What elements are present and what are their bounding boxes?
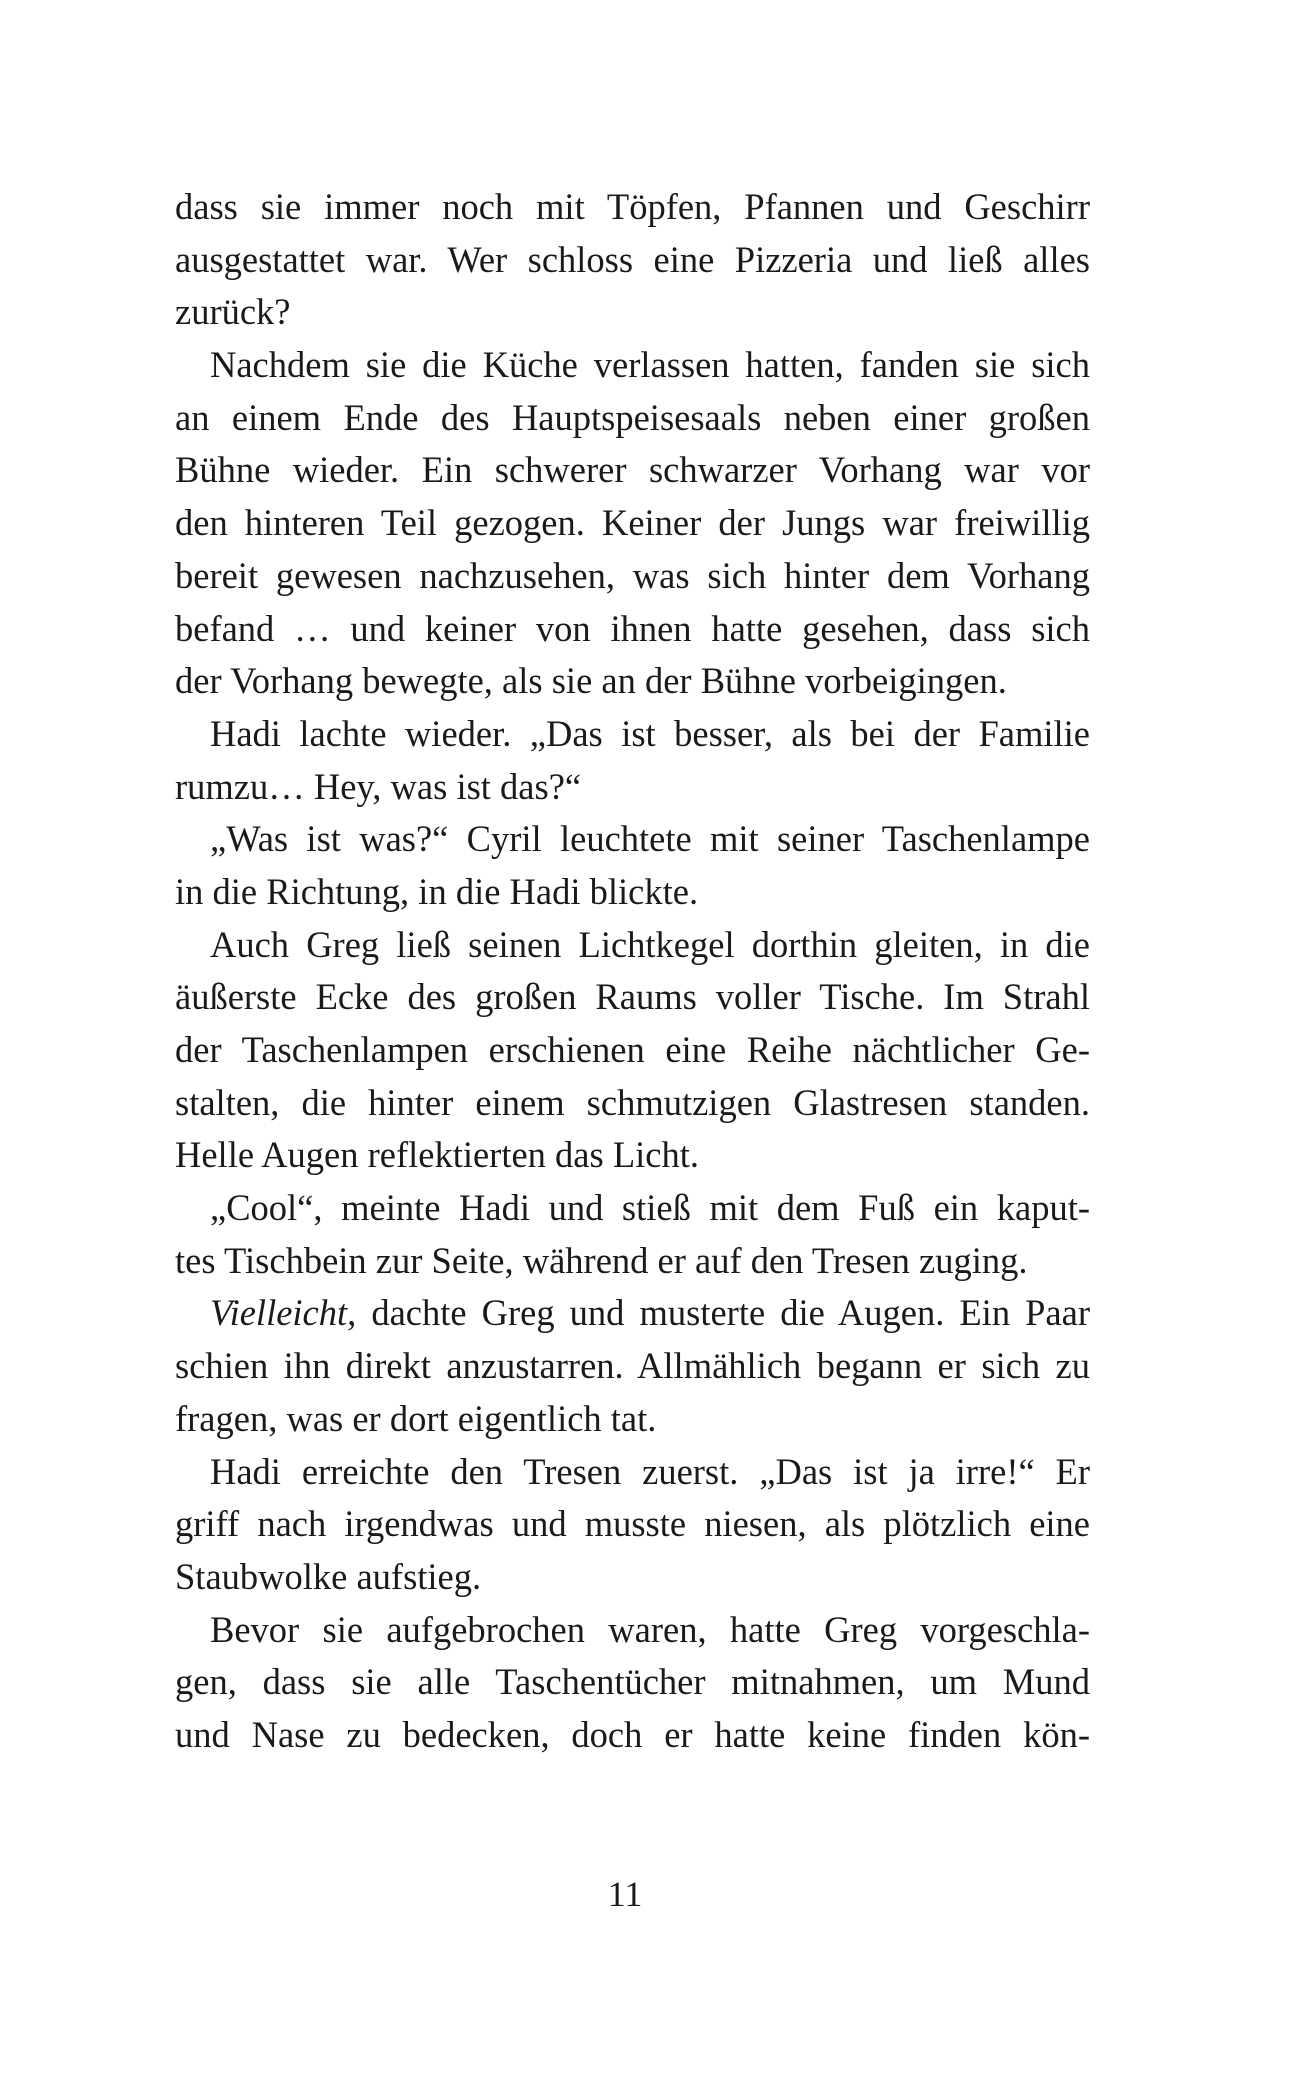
text-line: befand … und keiner von ihnen hatte gesehen, dass sich [175,607,1090,649]
text-line: „Cool“, meinte Hadi und stieß mit dem Fuß ein kaput- [210,1187,1090,1229]
paragraph [175,181,1090,339]
text-span: , dachte Greg und musterte die Augen. Ein Paar [347,1292,1090,1334]
text-line: Bevor sie aufgebrochen waren, hatte Greg vorgeschla- [210,1608,1090,1650]
text-line: Bühne wieder. Ein schwerer schwarzer Vorhang war vor [175,449,1090,491]
italic-emphasis: Vielleicht [210,1292,348,1334]
text-line [175,1287,1090,1340]
text-line: an einem Ende des Hauptspeisesaals neben einer großen [175,396,1090,438]
text-line: der Taschenlampen erschienen eine Reihe nächtlicher Ge- [175,1029,1090,1070]
text-line: und Nase zu bedecken, doch er hatte keine finden kön- [175,1713,1090,1755]
paragraph [175,1287,1090,1445]
paragraph [175,339,1090,708]
text-line: Hadi erreichte den Tresen zuerst. „Das ist ja irre!“ Er [210,1450,1090,1492]
paragraph [175,708,1090,813]
text-line: Nachdem sie die Küche verlassen hatten, fanden sie sich [210,344,1090,386]
paragraph [175,1182,1090,1287]
paragraph [175,919,1090,1182]
text-line: gen, dass sie alle Taschentücher mitnahmen, um Mund [175,1661,1090,1703]
text-line: zurück? [175,291,291,333]
text-line: der Vorhang bewegte, als sie an der Bühne vorbeigingen. [175,660,1007,702]
text-line: äußerste Ecke des großen Raums voller Tische. Im Strahl [175,976,1090,1018]
text-line: Helle Augen reflektierten das Licht. [175,1134,699,1176]
text-line: „Was ist was?“ Cyril leuchtete mit seiner Taschenlampe [210,818,1090,860]
text-line: schien ihn direkt anzustarren. Allmählich begann er sich zu [175,1345,1090,1387]
text-line: Staubwolke aufstieg. [175,1555,482,1597]
text-line: ausgestattet war. Wer schloss eine Pizzeria und ließ alles [175,238,1090,280]
paragraph [175,1604,1090,1762]
page-number: 11 [607,1874,643,1914]
text-line: Hadi lachte wieder. „Das ist besser, als bei der Familie [210,712,1090,754]
text-line: rumzu… Hey, was ist das?“ [175,765,582,807]
text-line: bereit gewesen nachzusehen, was sich hinter dem Vorhang [175,554,1090,596]
text-line: dass sie immer noch mit Töpfen, Pfannen und Geschirr [175,186,1090,227]
text-line: tes Tischbein zur Seite, während er auf den Tresen zuging. [175,1239,1028,1281]
text-line: fragen, was er dort eigentlich tat. [175,1397,657,1439]
text-line: in die Richtung, in die Hadi blickte. [175,870,699,912]
text-line: stalten, die hinter einem schmutzigen Glastresen standen. [175,1081,1090,1123]
text-line: griff nach irgendwas und musste niesen, als plötzlich eine [175,1503,1090,1545]
body-text [175,181,1090,1762]
text-line: den hinteren Teil gezogen. Keiner der Jungs war freiwillig [175,502,1090,544]
text-line: Auch Greg ließ seinen Lichtkegel dorthin gleiten, in die [210,923,1090,965]
paragraph [175,1446,1090,1604]
paragraph [175,813,1090,918]
